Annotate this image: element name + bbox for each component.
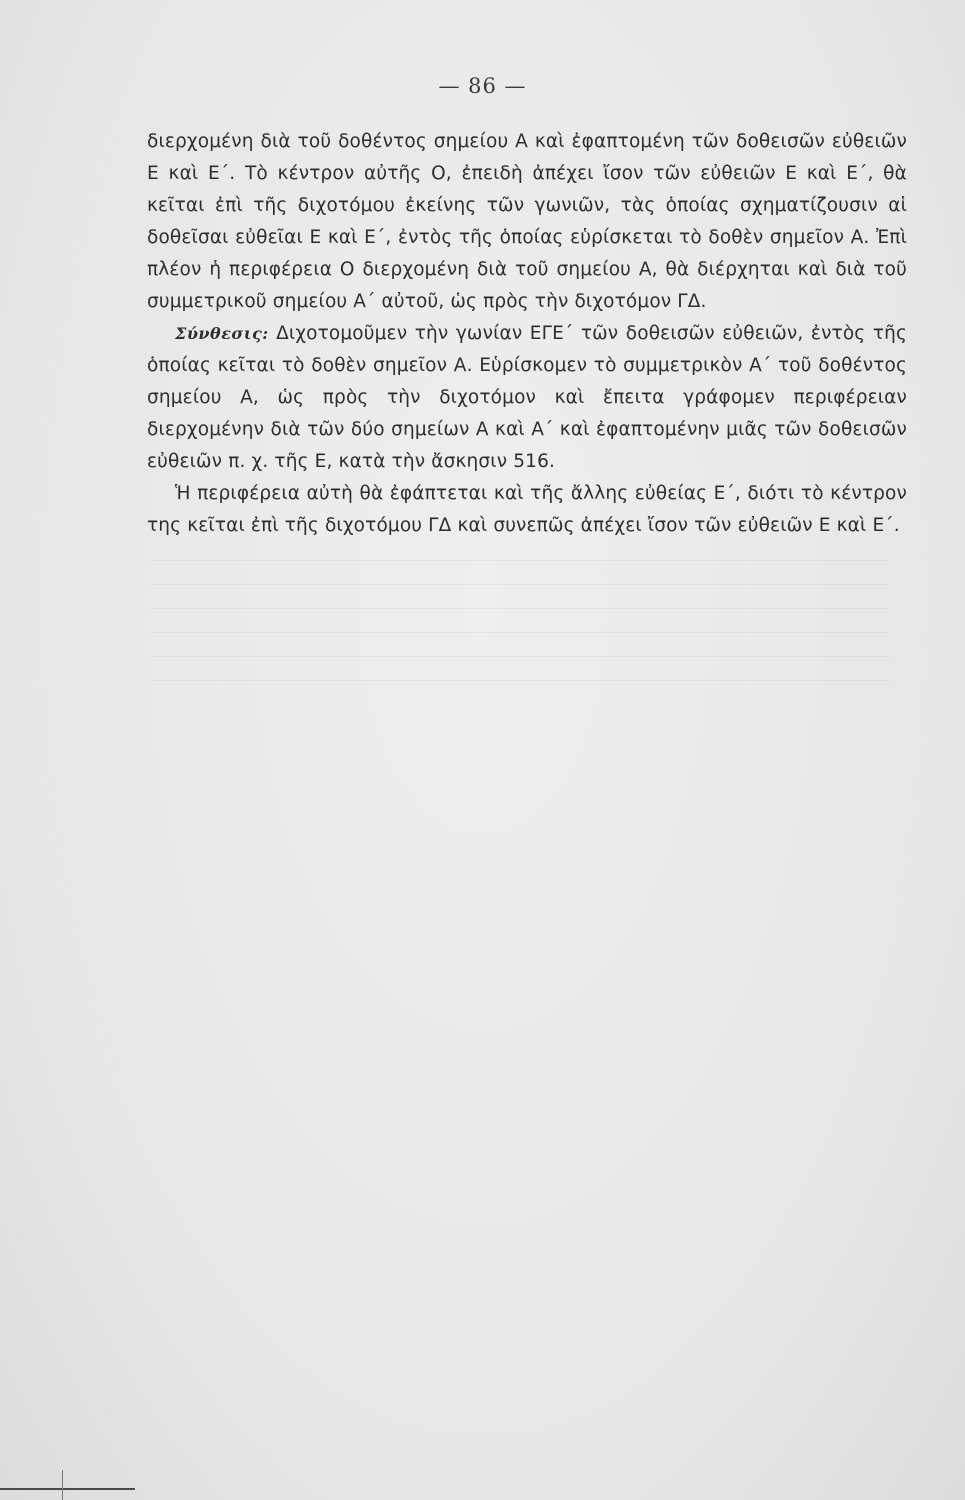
bleed-through-texture [150,560,890,700]
paragraph-1: διερχομένη διὰ τοῦ δοθέντος σημείου Α καὶ ἐφαπτομένη τῶν δοθεισῶν εὐθειῶν Ε καὶ Ε΄. Τὸ κέντρον αὐτῆς Ο, ἐπειδὴ ἀπέχει ἴσον τῶν εὐθειῶν Ε καὶ Ε΄, θὰ κεῖται ἐπὶ τῆς διχοτόμου ἐκείνης τῶν γωνιῶν, τὰς ὁποίας σχηματίζουσιν αἱ δοθεῖσαι εὐθεῖαι Ε καὶ Ε΄, ἐντὸς τῆς ὁποίας εὑρίσκεται τὸ δοθὲν σημεῖον Α. Ἐπὶ πλέον ἡ περιφέρεια Ο διερχομένη διὰ τοῦ σημείου Α, θὰ διέρχηται καὶ διὰ τοῦ συμμετρικοῦ σημείου Α΄ αὐτοῦ, ὡς πρὸς τὴν διχοτόμον ΓΔ. [147,131,907,312]
paragraph-2-text: Διχοτομοῦμεν τὴν γωνίαν ΕΓΕ΄ τῶν δοθεισῶν εὐθειῶν, ἐντὸς τῆς ὁποίας κεῖται τὸ δοθὲν σημεῖον Α. Εὑρίσκομεν τὸ συμμετρικὸν Α΄ τοῦ δοθέντος σημείου Α, ὡς πρὸς τὴν διχοτόμον καὶ ἔπειτα γράφομεν περιφέρειαν διερχομένην διὰ τῶν δύο σημείων Α καὶ Α΄ καὶ ἐφαπτομένην μιᾶς τῶν δοθεισῶν εὐθειῶν π. χ. τῆς Ε, κατὰ τὴν ἄσκησιν 516. [147,323,907,472]
page-number: — 86 — [438,74,527,98]
paragraph-3: Ἡ περιφέρεια αὐτὴ θὰ ἐφάπτεται καὶ τῆς ἄλλης εὐθείας Ε΄, διότι τὸ κέντρον της κεῖται ἐπὶ τῆς διχοτόμου ΓΔ καὶ συνεπῶς ἀπέχει ἴσον τῶν εὐθειῶν Ε καὶ Ε΄. [147,483,907,536]
bottom-edge-mark [62,1470,63,1500]
paragraph-2 [147,318,907,478]
bottom-edge-rule [0,1488,135,1490]
synthesis-label: Σύνθεσις: [175,324,269,343]
body-text [147,126,907,542]
